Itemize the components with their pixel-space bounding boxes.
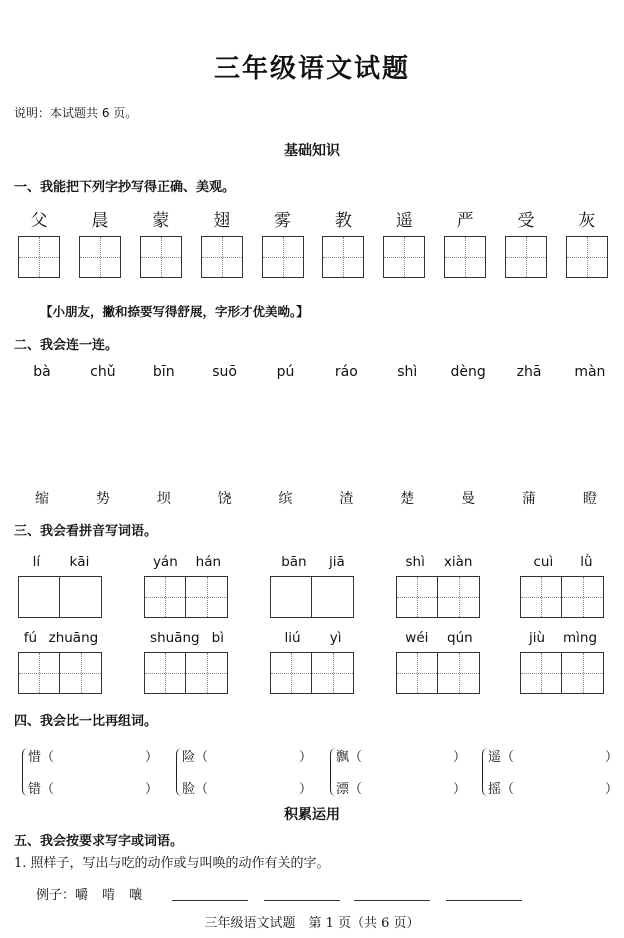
- match-character[interactable]: 楚: [400, 491, 415, 507]
- match-character[interactable]: 曼: [461, 491, 476, 507]
- pinyin-word-group: [144, 554, 230, 618]
- open-paren: （: [501, 750, 515, 765]
- answer-box[interactable]: [270, 576, 312, 618]
- word-pinyin: wéi: [405, 630, 429, 646]
- compare-char: 摇: [488, 782, 502, 797]
- word-pinyin: qún: [447, 630, 473, 646]
- pinyin-word-group: [520, 554, 606, 618]
- close-paren: ）: [298, 750, 312, 765]
- answer-box[interactable]: [18, 576, 60, 618]
- writing-grid-box[interactable]: [444, 236, 486, 278]
- copy-char: 受: [517, 211, 535, 231]
- close-paren: ）: [144, 750, 158, 765]
- copy-char: 教: [334, 211, 352, 231]
- word-pinyin: mìng: [562, 630, 598, 646]
- open-paren: （: [501, 782, 515, 797]
- match-pinyin[interactable]: pú: [276, 364, 295, 380]
- word-pinyin: zhuāng: [48, 630, 99, 646]
- match-pinyin[interactable]: ráo: [334, 364, 358, 380]
- pinyin-word-group: [18, 554, 104, 618]
- compare-char: 惜: [28, 750, 42, 765]
- match-pinyin[interactable]: zhā: [516, 364, 542, 380]
- answer-box[interactable]: [186, 652, 228, 694]
- copy-char: 晨: [91, 211, 109, 231]
- answer-box[interactable]: [60, 576, 102, 618]
- word-pinyin: xiàn: [443, 554, 473, 570]
- word-pinyin: bì: [211, 630, 224, 646]
- question-5-title: 五、我会按要求写字或词语。: [14, 834, 184, 849]
- pinyin-word-group: [396, 554, 482, 618]
- word-pinyin: lí: [32, 554, 41, 570]
- writing-grid-box[interactable]: [322, 236, 364, 278]
- question-5-sub-1: 1. 照样子，写出与吃的动作或与叫唤的动作有关的字。: [14, 856, 330, 871]
- open-paren: （: [195, 750, 209, 765]
- writing-grid-box[interactable]: [201, 236, 243, 278]
- compare-char: 脸: [182, 782, 196, 797]
- answer-blank[interactable]: [354, 900, 430, 901]
- compare-pair: [176, 746, 316, 802]
- compare-pair: [22, 746, 162, 802]
- writing-grid-box[interactable]: [140, 236, 182, 278]
- match-pinyin[interactable]: bīn: [152, 364, 175, 380]
- section-heading-accumulation: 积累运用: [284, 807, 340, 823]
- match-character[interactable]: 坝: [156, 491, 171, 507]
- compare-char: 错: [28, 782, 42, 797]
- answer-box[interactable]: [312, 652, 354, 694]
- word-pinyin: bān: [281, 554, 307, 570]
- word-pinyin: yì: [329, 630, 342, 646]
- compare-char: 遥: [488, 750, 502, 765]
- copy-char: 遥: [395, 211, 413, 231]
- writing-grid-box[interactable]: [79, 236, 121, 278]
- match-pinyin[interactable]: chǔ: [90, 364, 116, 380]
- word-pinyin: jiā: [329, 554, 345, 570]
- match-pinyin-row: [22, 364, 610, 380]
- answer-blank[interactable]: [264, 900, 340, 901]
- question-4-title: 四、我会比一比再组词。: [14, 714, 158, 729]
- writing-grid-box[interactable]: [505, 236, 547, 278]
- match-character[interactable]: 饶: [217, 491, 232, 507]
- match-character[interactable]: 势: [95, 491, 110, 507]
- copy-char: 父: [30, 211, 48, 231]
- pinyin-word-group: [270, 630, 356, 694]
- match-pinyin[interactable]: shì: [397, 364, 418, 380]
- page-title: 三年级语文试题: [213, 54, 410, 84]
- word-pinyin: lǜ: [580, 554, 593, 570]
- word-pinyin: fú: [23, 630, 38, 646]
- copy-characters-row: [18, 206, 608, 231]
- question-2-title: 二、我会连一连。: [14, 338, 119, 353]
- copy-char: 翅: [213, 211, 231, 231]
- word-pinyin: jiù: [528, 630, 546, 646]
- match-character[interactable]: 渣: [339, 491, 354, 507]
- answer-box[interactable]: [562, 652, 604, 694]
- word-pinyin: yán: [152, 554, 178, 570]
- exam-note: 说明：本试题共 6 页。: [14, 106, 138, 120]
- writing-grid-box[interactable]: [18, 236, 60, 278]
- compare-char: 漂: [336, 782, 350, 797]
- compare-char: 险: [182, 750, 196, 765]
- writing-tip: 【小朋友，撇和捺要写得舒展，字形才优美呦。】: [40, 304, 309, 319]
- answer-box[interactable]: [312, 576, 354, 618]
- answer-box[interactable]: [396, 652, 438, 694]
- question-3-title: 三、我会看拼音写词语。: [14, 524, 158, 539]
- answer-box[interactable]: [438, 652, 480, 694]
- word-pinyin: shuāng: [150, 630, 200, 646]
- match-character[interactable]: 蒲: [522, 491, 536, 507]
- answer-box[interactable]: [144, 576, 186, 618]
- pinyin-word-group: [18, 630, 104, 694]
- match-character[interactable]: 缤: [278, 491, 293, 507]
- copy-char: 灰: [578, 211, 596, 231]
- match-pinyin[interactable]: bà: [33, 364, 51, 380]
- word-pinyin: shì: [405, 554, 425, 570]
- match-character[interactable]: 瞪: [582, 491, 597, 507]
- question-1-title: 一、我能把下列字抄写得正确、美观。: [14, 180, 236, 195]
- answer-box[interactable]: [520, 576, 562, 618]
- answer-blank[interactable]: [172, 900, 248, 901]
- copy-char: 雾: [274, 211, 291, 231]
- answer-box[interactable]: [562, 576, 604, 618]
- match-pinyin[interactable]: màn: [574, 364, 606, 380]
- answer-box[interactable]: [438, 576, 480, 618]
- copy-char: 严: [456, 211, 474, 231]
- word-pinyin: liú: [284, 630, 301, 646]
- answer-box[interactable]: [60, 652, 102, 694]
- answer-box[interactable]: [270, 652, 312, 694]
- open-paren: （: [195, 782, 209, 797]
- answer-box[interactable]: [520, 652, 562, 694]
- word-pinyin: kāi: [69, 554, 90, 570]
- compare-char: 飘: [336, 750, 350, 765]
- match-pinyin[interactable]: suō: [212, 364, 237, 380]
- pinyin-word-group: [144, 630, 230, 694]
- match-pinyin[interactable]: dèng: [450, 364, 486, 380]
- tian-grid-row: [18, 236, 608, 278]
- copy-char: 蒙: [152, 211, 170, 231]
- example-text: 例子：嚼 啃 嚷: [36, 888, 143, 903]
- page-footer: 三年级语文试题 第 1 页（共 6 页）: [204, 916, 420, 931]
- open-paren: （: [349, 782, 363, 797]
- pinyin-word-group: [520, 630, 606, 694]
- close-paren: ）: [452, 782, 466, 797]
- open-paren: （: [41, 782, 55, 797]
- close-paren: ）: [604, 782, 618, 797]
- answer-box[interactable]: [396, 576, 438, 618]
- close-paren: ）: [604, 750, 618, 765]
- match-character[interactable]: 缩: [35, 491, 49, 507]
- section-heading-basic: 基础知识: [284, 143, 340, 159]
- compare-pair: [330, 746, 470, 802]
- word-pinyin: cuì: [533, 554, 554, 570]
- answer-blank[interactable]: [446, 900, 522, 901]
- writing-grid-box[interactable]: [566, 236, 608, 278]
- close-paren: ）: [144, 782, 158, 797]
- compare-pair: [482, 746, 622, 802]
- match-character-row: [22, 488, 610, 508]
- open-paren: （: [41, 750, 55, 765]
- answer-box[interactable]: [186, 576, 228, 618]
- pinyin-word-group: [396, 630, 482, 694]
- writing-grid-box[interactable]: [262, 236, 304, 278]
- answer-box[interactable]: [18, 652, 60, 694]
- close-paren: ）: [298, 782, 312, 797]
- answer-box[interactable]: [144, 652, 186, 694]
- pinyin-word-group: [270, 554, 356, 618]
- writing-grid-box[interactable]: [383, 236, 425, 278]
- word-pinyin: hán: [195, 554, 222, 570]
- close-paren: ）: [452, 750, 466, 765]
- open-paren: （: [349, 750, 363, 765]
